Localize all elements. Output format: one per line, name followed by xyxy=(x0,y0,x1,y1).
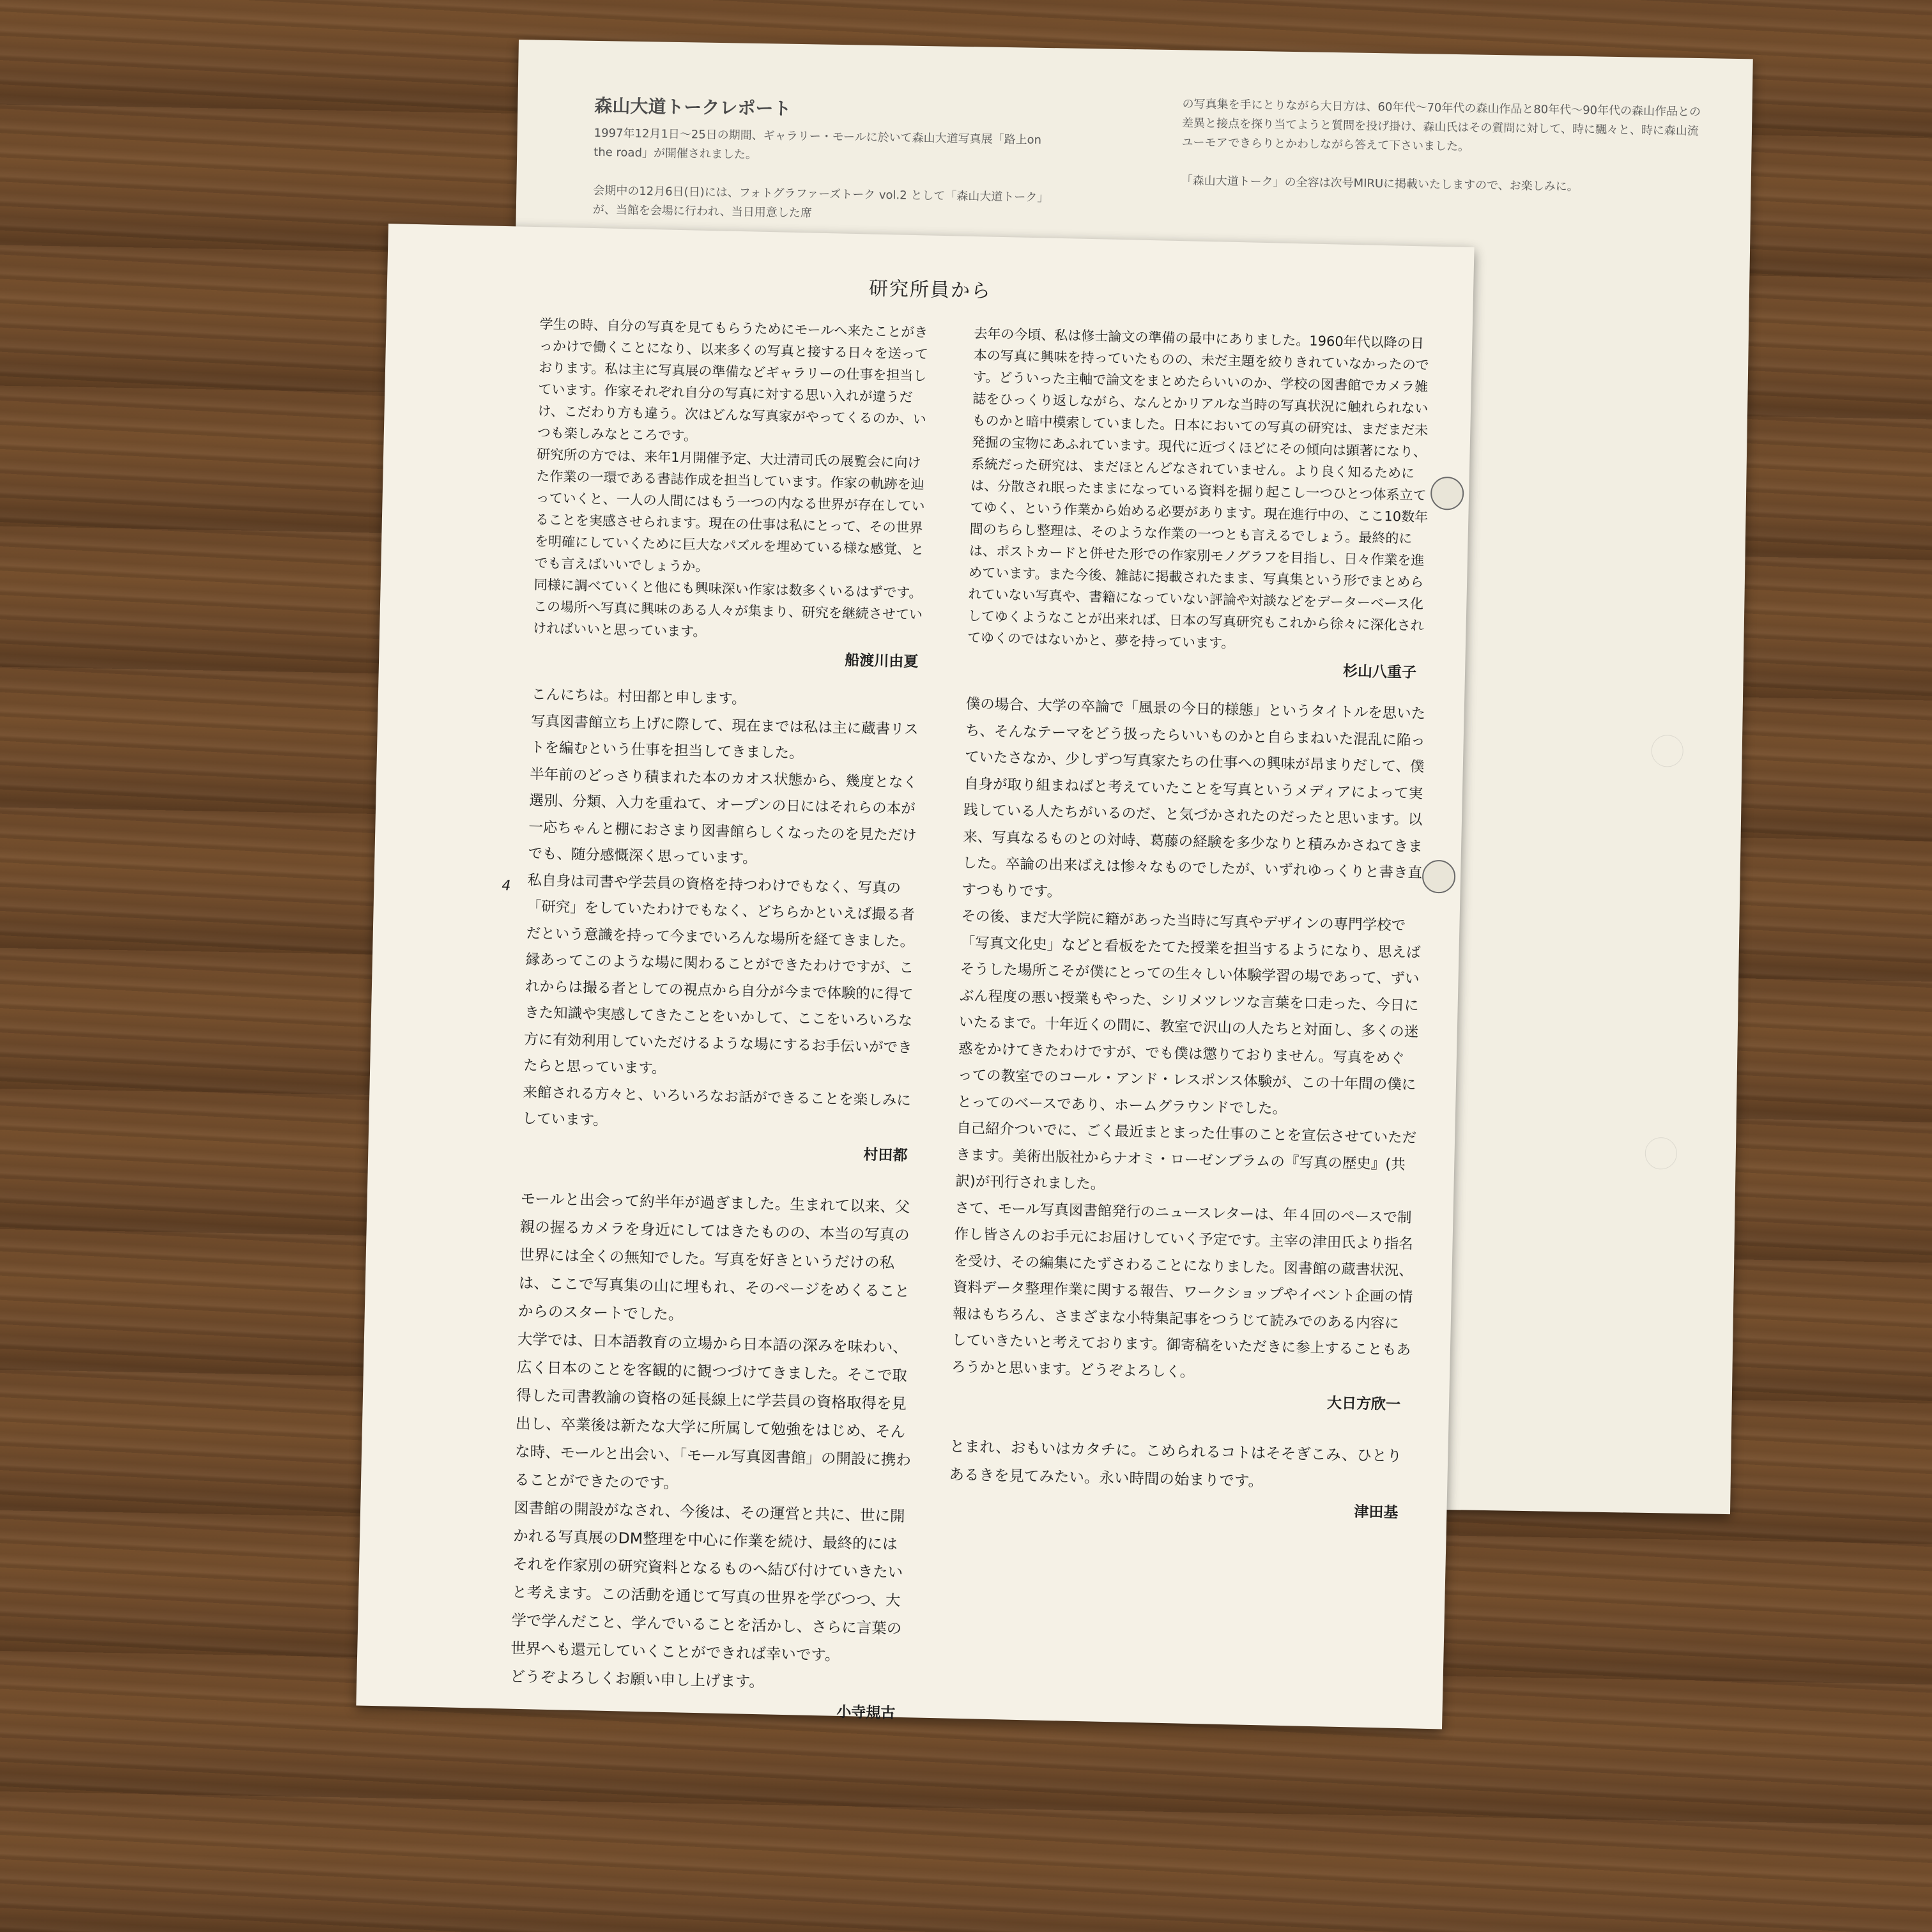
back-sheet-binder-hole xyxy=(1651,735,1683,767)
essay xyxy=(951,691,1426,1414)
essay-author: 津田基 xyxy=(1354,1503,1399,1521)
essay xyxy=(509,1184,917,1722)
back-sheet-binder-hole xyxy=(1644,1137,1677,1170)
binder-hole xyxy=(1430,477,1464,510)
essay-text: 去年の今頃、私は修士論文の準備の最中にありました。1960年代以降の日本の写真に興味を持っていたものの、未だ主題を絞りきれていなかったのです。どういった主軸で論文をまとめたらいいのか、学校の図書館でカメラ雑誌をひっくり返しながら、なんとかリアルな当時の写真状況に触れられないものかと暗中模索していました。日本においての写真の研究は、まだまだ未発掘の宝物にあふれています。現代に近づくほどにその傾向は顕著になり、系統だった研究は、まだほとんどなされていません。より良く知るためには、分散され眠ったままになっている資料を掘り起こし一つひとつ体系立ててゆく、という作業から始める必要があります。現在進行中の、ここ10数年間のちらし整理は、そのような作業の一つとも言えるでしょう。最終的には、ポストカードと併せた形での作家別モノグラフを目指し、日々作業を進めています。また今後、雑誌に掲載されたまま、写真集という形でまとめられていない写真や、書籍になっていない評論や対談などをデーターベース化してゆくようなことが出来れば、日本の写真研究もこれから徐々に深化されてゆくのではないかと、夢を持っています。 xyxy=(967,326,1429,652)
essay-text: 学生の時、自分の写真を見てもらうためにモールへ来たことがきっかけで働くことになり、以来多くの写真と接する日々を送っております。私は主に写真展の準備などギャラリーの仕事を担当しています。作家それぞれ自分の写真に対する思い入れが違うだけ、こだわり方も違う。次はどんな写真家がやってくるのか、いつも楽しみなところです。 研究所の方では、来年1月開催予定、大辻清司氏の展覧会に向けた作業の一環である書誌作成を担当しています。作家の軌跡を辿っていくと、一人の人間にはもう一つの内なる世界が存在していることを実感させられます。現在の仕事は私にとって、その世界を明確にしていくために巨大なパズルを埋めている様な感覚、とでも言えばいいでしょうか。 同様に調べていくと他にも興味深い作家は数多くいるはずです。この場所へ写真に興味のある人々が集まり、研究を継続させていければいいと思っています。 xyxy=(532,316,929,640)
essay-text: とまれ、おもいはカタチに。こめられるコトはそそぎこみ、ひとりあるきを見てみたい。永い時間の始まりです。 xyxy=(949,1437,1402,1491)
essay-text: モールと出会って約半年が過ぎました。生まれて以来、父親の握るカメラを身近にしてはきたものの、本当の写真の世界には全くの無知でした。写真を好きというだけの私は、ここで写真集の山に埋もれ、そのページをめくることからのスタートでした。 大学では、日本語教育の立場から日本語の深みを味わい、広く日本のことを客観的に観つづけてきました。そこで取得した司書教諭の資格の延長線上に学芸員の資格取得を見出し、卒業後は新たな大学に所属して勉強をはじめ、そんな時、モールと出会い、「モール写真図書館」の開設に携わることができたのです。 図書館の開設がなされ、今後は、その運営と共に、世に開かれる写真展のDM整理を中心に作業を続け、最終的にはそれを作家別の研究資料となるものへ結び付けていきたいと考えます。この活動を通じて写真の世界を学びつつ、大学で学んだこと、学んでいることを活かし、さらに言葉の世界へも還元していくことができれば幸いです。 どうぞよろしくお願い申し上げます。 xyxy=(510,1189,912,1690)
right-column xyxy=(945,323,1434,1661)
essay-text: 僕の場合、大学の卒論で「風景の今日的様態」というタイトルを思いたち、そんなテーマをどう扱ったらいいものかと自らまねいた混乱に陥っていたさなか、少しずつ写真家たちの仕事への興味が昂まりだして、僕自身が取り組まねばと考えていたことを写真というメディアによって実践している人たちがいるのだ、と気づかされたのだったと思います。以来、写真なるものとの対峙、葛藤の経験を多少なりと積みかさねてきました。卒論の出来ばえは惨々なものでしたが、いずれゆっくりと書き直すつもりです。 その後、まだ大学院に籍があった当時に写真やデザインの専門学校で「写真文化史」などと看板をたてた授業を担当するようになり、思えばそうした場所こそが僕にとっての生々しい体験学習の場であって、ずいぶん程度の悪い授業もやった、シリメツレツな言葉を口走った、今日にいたるまで。十年近くの間に、教室で沢山の人たちと対面し、多くの迷惑をかけてきたわけですが、でも僕は懲りておりません。写真をめぐっての教室でのコール・アンド・レスポンス体験が、この十年間の僕にとってのベースであり、ホームグラウンドでした。 自己紹介ついでに、ごく最近まとまった仕事のことを宣伝させていただきます。美術出版社からナオミ・ローゼンブラムの『写真の歴史』(共訳)が刊行されました。 さて、モール写真図書館発行のニュースレターは、年４回のペースで制作し皆さんのお手元にお届けしていく予定です。主宰の津田氏より指名を受け、その編集にたずさわることになりました。図書館の蔵書状況、資料データ整理作業に関する報告、ワークショップやイベント企画の情報はもちろん、さまざまな小特集記事をつうじて読みでのある内容にしていきたいと考えております。御寄稿をいただきに参上することもあろうかと思います。どうぞよろしく。 xyxy=(951,695,1426,1381)
page-number: 4 xyxy=(502,878,511,894)
essay-author: 小寺規古 xyxy=(836,1703,896,1722)
back-sheet-left-text: 1997年12月1日〜25日の期間、ギャラリー・モールに於いて森山大道写真展「路上on the road」が開催されました。 会期中の12月6日(日)には、フォトグラファーズトーク vol.2 として「森山大道トーク」が、当館を会場に行われ、当日用意した席 xyxy=(592,126,1049,220)
left-column xyxy=(510,313,936,1722)
essay-author: 杉山八重子 xyxy=(1342,663,1417,682)
essay-author: 大日方欣一 xyxy=(1326,1395,1401,1413)
essay xyxy=(967,323,1434,682)
essay xyxy=(532,313,936,671)
essay-author: 村田都 xyxy=(863,1146,908,1164)
front-sheet xyxy=(356,224,1474,1729)
essay xyxy=(948,1432,1410,1522)
back-sheet-title: 森山大道トークレポート xyxy=(594,95,792,119)
page-title: 研究所員から xyxy=(868,277,992,303)
back-sheet-right-text: の写真集を手にとりながら大日方は、60年代〜70年代の森山作品と80年代〜90年代の森山作品との差異と接点を探り当てようと質問を投げ掛け、森山氏はその質問に対して、時に飄々と、時に森山流ユーモアできらりとかわしながら答えて下さいました。 「森山大道トーク」の全容は次号MIRUに掲載いたしますので、お楽しみに。 xyxy=(1181,97,1701,194)
essay-author: 船渡川由夏 xyxy=(844,652,919,671)
essay-text: こんにちは。村田都と申します。 写真図書館立ち上げに際して、現在までは私は主に蔵書リストを編むという仕事を担当してきました。 半年前のどっさり積まれた本のカオス状態から、幾度となく選別、分類、入力を重ねて、オープンの日にはそれらの本が一応ちゃんと棚におさまり図書館らしくなったのを見ただけでも、随分感慨深く思っています。 私自身は司書や学芸員の資格を持つわけでもなく、写真の「研究」をしていたわけでもなく、どちらかといえば撮る者だという意識を持って今までいろんな場所を経てきました。 縁あってこのような場に関わることができたわけですが、これからは撮る者としての視点から自分が今まで体験的に得てきた知識や実感してきたことをいかして、ここをいろいろな方に有効利用していただけるような場にするお手伝いができたらと思っています。 来館される方々と、いろいろなお話ができることを楽しみにしています。 xyxy=(522,686,919,1129)
binder-hole xyxy=(1422,860,1456,894)
essay xyxy=(521,682,928,1165)
